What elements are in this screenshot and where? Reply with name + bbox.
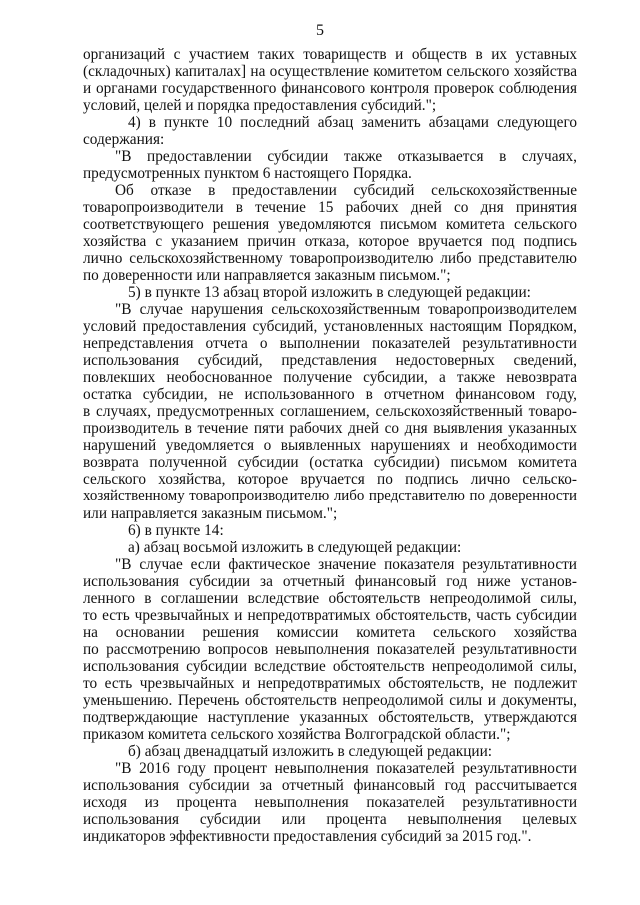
text-line: а) абзац восьмой изложить в следующей редакции: bbox=[128, 539, 462, 556]
text-line: 4) в пункте 10 последний абзац заменить абзацами следующего bbox=[128, 114, 577, 131]
text-line: использования субсидии вследствие обстоятельств непреодолимой силы, bbox=[83, 658, 577, 675]
text-line: в случаях, предусмотренных соглашением, сельскохозяйственный товаро- bbox=[83, 403, 577, 420]
text-line: предусмотренных пунктом 6 настоящего Порядка. bbox=[83, 165, 412, 182]
text-line: по доверенности или направляется заказным письмом."; bbox=[83, 267, 451, 284]
text-line: (складочных) капиталах] на осуществление комитетом сельского хозяйства bbox=[83, 63, 577, 80]
text-line: или направляется заказным письмом."; bbox=[83, 505, 338, 522]
text-line: использования субсидии за отчетный финансовый год ниже установ- bbox=[83, 573, 577, 590]
text-line: использования субсидий, представления недостоверных сведений, bbox=[83, 352, 577, 369]
text-line: "В случае если фактическое значение показателя результативности bbox=[115, 556, 577, 573]
text-line: повлекших необоснованное получение субсидии, а также невозврата bbox=[83, 369, 577, 386]
text-line: то есть чрезвычайных и непредотвратимых обстоятельств, не подлежит bbox=[83, 675, 577, 692]
text-line: товаропроизводители в течение 15 рабочих дней со дня принятия bbox=[83, 199, 577, 216]
text-line: хозяйства с указанием причин отказа, которое вручается под подпись bbox=[83, 233, 577, 250]
text-line: то есть чрезвычайных и непредотвратимых обстоятельств, часть субсидии bbox=[83, 607, 577, 624]
text-line: остатка субсидии, не использованного в отчетном финансовом году, bbox=[83, 386, 577, 403]
text-line: организаций с участием таких товариществ и обществ в их уставных bbox=[83, 46, 577, 63]
text-line: на основании решения комиссии комитета сельского хозяйства bbox=[83, 624, 577, 641]
text-line: подтверждающие наступление указанных обстоятельств, утверждаются bbox=[83, 709, 577, 726]
text-line: приказом комитета сельского хозяйства Волгоградской области."; bbox=[83, 726, 511, 743]
text-line: непредставления отчета о выполнении показателей результативности bbox=[83, 335, 577, 352]
text-line: и органами государственного финансового контроля проверок соблюдения bbox=[83, 80, 577, 97]
document-body bbox=[83, 46, 577, 845]
text-line: уменьшению. Перечень обстоятельств непреодолимой силы и документы, bbox=[83, 692, 577, 709]
text-line: индикаторов эффективности предоставления субсидий за 2015 год.". bbox=[83, 828, 532, 845]
text-line: возврата полученной субсидии (остатка субсидии) письмом комитета bbox=[83, 454, 577, 471]
text-line: Об отказе в предоставлении субсидий сельскохозяйственные bbox=[115, 182, 577, 199]
text-line: "В предоставлении субсидии также отказывается в случаях, bbox=[115, 148, 577, 165]
text-line: ленного в соглашении вследствие обстоятельств непреодолимой силы, bbox=[83, 590, 577, 607]
text-line: условий предоставления субсидий, установленных настоящим Порядком, bbox=[83, 318, 577, 335]
text-line: производитель в течение пяти рабочих дней со дня выявления указанных bbox=[83, 420, 577, 437]
text-line: "В 2016 году процент невыполнения показателей результативности bbox=[115, 760, 577, 777]
text-line: нарушений уведомляется о выявленных нарушениях и необходимости bbox=[83, 437, 577, 454]
text-line: хозяйственному товаропроизводителю либо представителю по доверенности bbox=[83, 488, 577, 504]
text-line: содержания: bbox=[83, 131, 165, 148]
text-line: использования субсидии за отчетный финансовый год рассчитывается bbox=[83, 777, 577, 794]
text-line: б) абзац двенадцатый изложить в следующей редакции: bbox=[128, 743, 493, 760]
text-line: "В случае нарушения сельскохозяйственным товаропроизводителем bbox=[115, 301, 577, 318]
page-number: 5 bbox=[316, 22, 324, 39]
text-line: соответствующего решения уведомляются письмом комитета сельского bbox=[83, 216, 577, 233]
text-line: лично сельскохозяйственному товаропроизводителю либо представителю bbox=[83, 250, 577, 267]
text-line: 5) в пункте 13 абзац второй изложить в следующей редакции: bbox=[128, 284, 531, 301]
text-line: использования субсидии или процента невыполнения целевых bbox=[83, 811, 577, 828]
text-line: сельского хозяйства, которое вручается по подпись лично сельско- bbox=[83, 471, 577, 488]
text-line: по рассмотрению вопросов невыполнения показателей результативности bbox=[83, 641, 577, 658]
text-line: 6) в пункте 14: bbox=[128, 522, 224, 539]
text-line: условий, целей и порядка предоставления субсидий."; bbox=[83, 97, 437, 114]
text-line: исходя из процента невыполнения показателей результативности bbox=[83, 794, 577, 811]
